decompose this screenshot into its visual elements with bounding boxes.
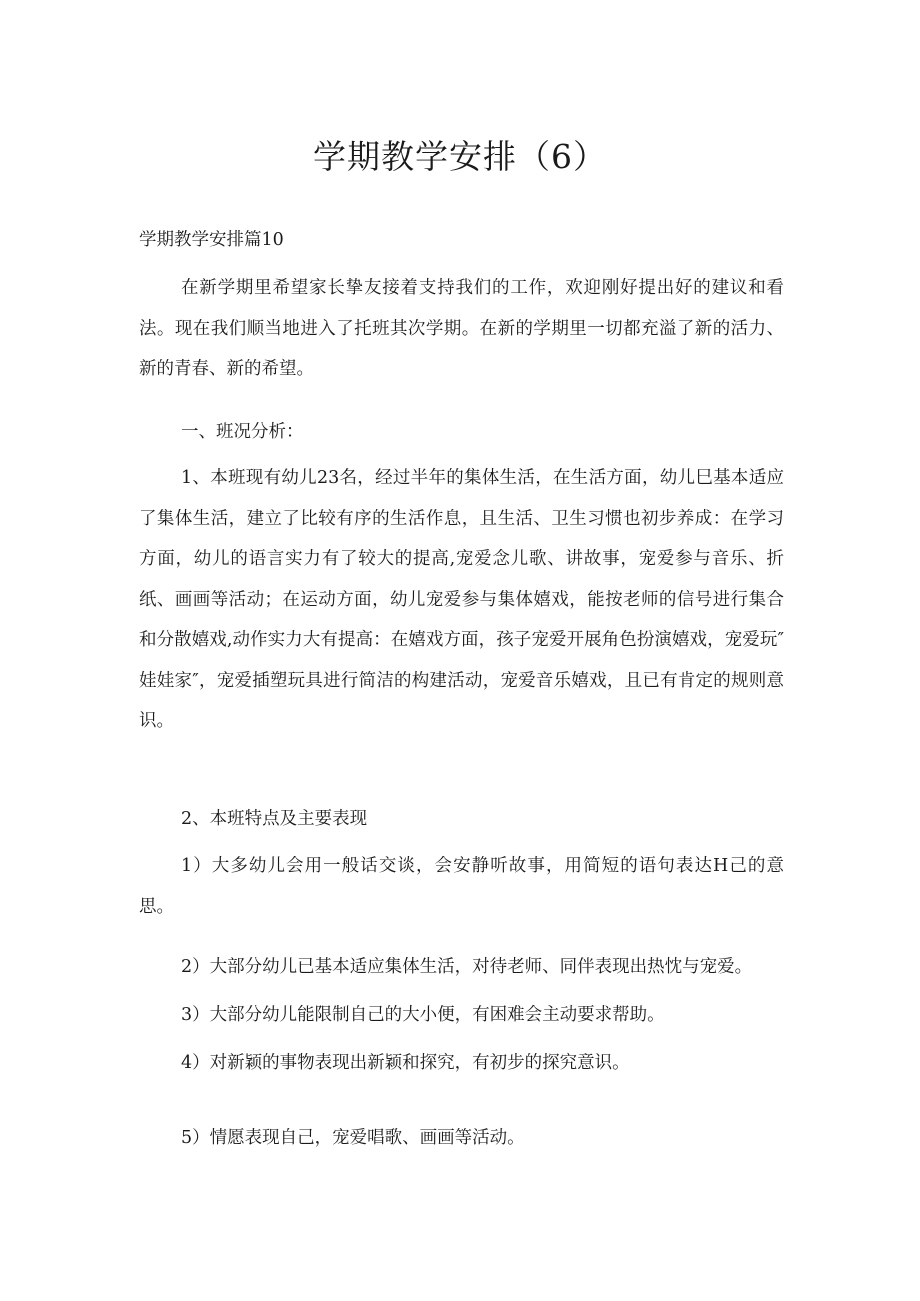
section-heading-class-analysis: 一、班况分析： bbox=[181, 422, 304, 442]
section-heading-features: 2、本班特点及主要表现 bbox=[181, 809, 368, 829]
feature-item-1: 1）大多幼儿会用一般话交谈，会安静听故事，用简短的语句表达H己的意思。 bbox=[139, 856, 784, 917]
feature-item-2: 2）大部分幼儿已基本适应集体生活，对待老师、同伴表现出热忱与宠爱。 bbox=[181, 957, 753, 977]
class-analysis-paragraph: 1、本班现有幼儿23名，经过半年的集体生活，在生活方面，幼儿巳基本适应了集体生活，建立了比较有序的生活作息，且生活、卫生习惯也初步养成：在学习方面，幼儿的语言实力有了较大的提高,宠爱念儿歌、讲故事，宠爱参与音乐、折纸、画画等活动；在运动方面，幼儿宠爱参与集体嬉戏，能按老师的信号进行集合和分散嬉戏,动作实力大有提高：在嬉戏方面，孩子宠爱开展角色扮演嬉戏，宠爱玩″娃娃家″，宠爱插塑玩具进行简洁的构建活动，宠爱音乐嬉戏，且已有肯定的规则意识。 bbox=[139, 468, 784, 731]
feature-item-3: 3）大部分幼儿能限制自己的大小便，有困难会主动要求帮助。 bbox=[181, 1005, 665, 1025]
intro-paragraph: 在新学期里希望家长挚友接着支持我们的工作，欢迎刚好提出好的建议和看法。现在我们顺当地进入了托班其次学期。在新的学期里一切都充溢了新的活力、新的青春、新的希望。 bbox=[139, 278, 784, 379]
page-title: 学期教学安排（6） bbox=[313, 137, 607, 176]
feature-item-4: 4）对新颖的事物表现出新颖和探究，有初步的探究意识。 bbox=[181, 1053, 630, 1073]
feature-item-5: 5）情愿表现自己，宠爱唱歌、画画等活动。 bbox=[181, 1128, 525, 1148]
section-subheading: 学期教学安排篇10 bbox=[139, 230, 284, 250]
